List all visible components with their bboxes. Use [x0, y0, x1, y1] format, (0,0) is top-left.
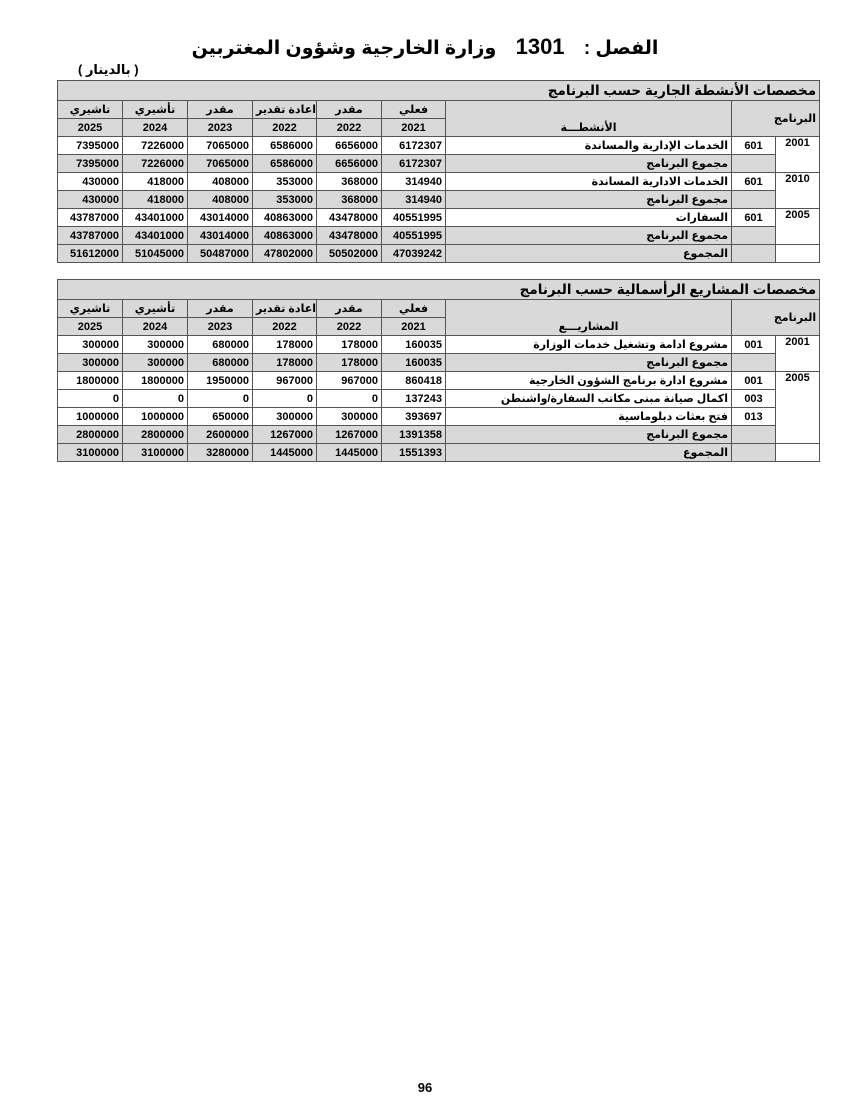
value-cell: 1000000 — [123, 408, 188, 426]
col-header-top: اعادة تقدير — [253, 101, 317, 119]
program-code: 2005 — [776, 372, 820, 444]
value-cell: 1267000 — [317, 426, 382, 444]
value-cell: 0 — [123, 390, 188, 408]
value-cell: 51612000 — [58, 245, 123, 263]
table1-title: مخصصات الأنشطة الجارية حسب البرنامج — [58, 81, 820, 101]
value-cell: 43478000 — [317, 209, 382, 227]
value-cell: 1000000 — [58, 408, 123, 426]
value-cell: 43014000 — [188, 227, 253, 245]
value-cell: 1267000 — [253, 426, 317, 444]
empty-cell — [732, 354, 776, 372]
chapter-number: 1301 — [515, 34, 565, 59]
project-code: 001 — [732, 336, 776, 354]
value-cell: 7395000 — [58, 137, 123, 155]
value-cell: 353000 — [253, 191, 317, 209]
col-header-top: تاشيري — [58, 300, 123, 318]
program-header: البرنامج — [732, 101, 820, 137]
value-cell: 178000 — [317, 336, 382, 354]
value-cell: 50487000 — [188, 245, 253, 263]
value-cell: 43401000 — [123, 209, 188, 227]
value-cell: 43014000 — [188, 209, 253, 227]
value-cell: 3280000 — [188, 444, 253, 462]
project-code: 001 — [732, 372, 776, 390]
empty-cell — [776, 245, 820, 263]
col-header-top: فعلي — [382, 101, 446, 119]
value-cell: 178000 — [317, 354, 382, 372]
table-row-subtotal — [58, 354, 820, 372]
value-cell: 1551393 — [382, 444, 446, 462]
value-cell: 408000 — [188, 173, 253, 191]
empty-cell — [732, 426, 776, 444]
program-code: 2001 — [776, 336, 820, 372]
value-cell: 1391358 — [382, 426, 446, 444]
value-cell: 300000 — [123, 354, 188, 372]
value-cell: 300000 — [58, 354, 123, 372]
value-cell: 0 — [188, 390, 253, 408]
page-number: 96 — [417, 1080, 433, 1095]
value-cell: 2800000 — [123, 426, 188, 444]
value-cell: 6172307 — [382, 137, 446, 155]
value-cell: 418000 — [123, 173, 188, 191]
col-header-top: مقدر — [317, 101, 382, 119]
program-header: البرنامج — [732, 300, 820, 336]
activity-code: 601 — [732, 173, 776, 191]
col-header-top: تأشيري — [123, 300, 188, 318]
value-cell: 3100000 — [123, 444, 188, 462]
value-cell: 430000 — [58, 173, 123, 191]
value-cell: 6172307 — [382, 155, 446, 173]
value-cell: 1800000 — [58, 372, 123, 390]
table-row-total — [58, 245, 820, 263]
table-row-total — [58, 444, 820, 462]
value-cell: 680000 — [188, 354, 253, 372]
col-header-top: اعادة تقدير — [253, 300, 317, 318]
value-cell: 50502000 — [317, 245, 382, 263]
value-cell: 430000 — [58, 191, 123, 209]
value-cell: 160035 — [382, 354, 446, 372]
program-code: 2005 — [776, 209, 820, 245]
value-cell: 47039242 — [382, 245, 446, 263]
value-cell: 650000 — [188, 408, 253, 426]
value-cell: 1445000 — [317, 444, 382, 462]
col-header-year: 2024 — [123, 119, 188, 137]
value-cell: 967000 — [317, 372, 382, 390]
value-cell: 1800000 — [123, 372, 188, 390]
value-cell: 40551995 — [382, 209, 446, 227]
empty-cell — [776, 444, 820, 462]
value-cell: 6586000 — [253, 137, 317, 155]
table-row — [58, 173, 820, 191]
table-row — [58, 408, 820, 426]
activity-code: 601 — [732, 209, 776, 227]
col-header-year: 2021 — [382, 318, 446, 336]
project-name: فتح بعثات دبلوماسية — [446, 408, 732, 426]
col-header-year: 2022 — [253, 318, 317, 336]
value-cell: 353000 — [253, 173, 317, 191]
subtotal-label: مجموع البرنامج — [446, 155, 732, 173]
value-cell: 178000 — [253, 354, 317, 372]
projects-header: المشاريـــع — [446, 300, 732, 336]
value-cell: 0 — [253, 390, 317, 408]
current-activities-table — [57, 80, 820, 263]
value-cell: 6656000 — [317, 137, 382, 155]
col-header-top: مقدر — [317, 300, 382, 318]
col-header-year: 2022 — [317, 318, 382, 336]
value-cell: 300000 — [317, 408, 382, 426]
value-cell: 393697 — [382, 408, 446, 426]
program-code: 2001 — [776, 137, 820, 173]
table-row-subtotal — [58, 227, 820, 245]
subtotal-label: مجموع البرنامج — [446, 426, 732, 444]
value-cell: 7395000 — [58, 155, 123, 173]
project-name: اكمال صيانة مبنى مكاتب السفارة/واشنطن — [446, 390, 732, 408]
subtotal-label: مجموع البرنامج — [446, 227, 732, 245]
table-row-subtotal — [58, 426, 820, 444]
table-row-subtotal — [58, 155, 820, 173]
col-header-year: 2021 — [382, 119, 446, 137]
col-header-year: 2022 — [317, 119, 382, 137]
value-cell: 40551995 — [382, 227, 446, 245]
currency-unit: ( بالدينار ) — [78, 62, 139, 77]
project-code: 013 — [732, 408, 776, 426]
value-cell: 314940 — [382, 191, 446, 209]
value-cell: 368000 — [317, 173, 382, 191]
empty-cell — [732, 444, 776, 462]
value-cell: 408000 — [188, 191, 253, 209]
total-label: المجموع — [446, 444, 732, 462]
value-cell: 3100000 — [58, 444, 123, 462]
value-cell: 43787000 — [58, 227, 123, 245]
value-cell: 7065000 — [188, 155, 253, 173]
value-cell: 0 — [58, 390, 123, 408]
value-cell: 860418 — [382, 372, 446, 390]
table2-title: مخصصات المشاريع الرأسمالية حسب البرنامج — [58, 280, 820, 300]
value-cell: 160035 — [382, 336, 446, 354]
table-row — [58, 209, 820, 227]
col-header-year: 2023 — [188, 318, 253, 336]
value-cell: 40863000 — [253, 209, 317, 227]
value-cell: 368000 — [317, 191, 382, 209]
col-header-year: 2025 — [58, 119, 123, 137]
activity-name: السفارات — [446, 209, 732, 227]
value-cell: 43401000 — [123, 227, 188, 245]
activities-header: الأنشطـــة — [446, 101, 732, 137]
value-cell: 680000 — [188, 336, 253, 354]
chapter-label: الفصل : — [583, 38, 659, 59]
project-name: مشروع ادارة برنامج الشؤون الخارجية — [446, 372, 732, 390]
value-cell: 314940 — [382, 173, 446, 191]
value-cell: 1445000 — [253, 444, 317, 462]
value-cell: 6656000 — [317, 155, 382, 173]
value-cell: 7226000 — [123, 137, 188, 155]
table-row-subtotal — [58, 191, 820, 209]
col-header-top: فعلي — [382, 300, 446, 318]
value-cell: 137243 — [382, 390, 446, 408]
subtotal-label: مجموع البرنامج — [446, 354, 732, 372]
col-header-year: 2023 — [188, 119, 253, 137]
table-row — [58, 372, 820, 390]
empty-cell — [732, 245, 776, 263]
empty-cell — [732, 227, 776, 245]
value-cell: 47802000 — [253, 245, 317, 263]
col-header-year: 2025 — [58, 318, 123, 336]
capital-projects-table — [57, 279, 820, 462]
table-row — [58, 390, 820, 408]
value-cell: 1950000 — [188, 372, 253, 390]
value-cell: 300000 — [253, 408, 317, 426]
activity-code: 601 — [732, 137, 776, 155]
value-cell: 51045000 — [123, 245, 188, 263]
activity-name: الخدمات الادارية المساندة — [446, 173, 732, 191]
value-cell: 178000 — [253, 336, 317, 354]
value-cell: 2800000 — [58, 426, 123, 444]
activity-name: الخدمات الإدارية والمساندة — [446, 137, 732, 155]
col-header-year: 2024 — [123, 318, 188, 336]
value-cell: 2600000 — [188, 426, 253, 444]
subtotal-label: مجموع البرنامج — [446, 191, 732, 209]
total-label: المجموع — [446, 245, 732, 263]
value-cell: 418000 — [123, 191, 188, 209]
value-cell: 967000 — [253, 372, 317, 390]
value-cell: 43787000 — [58, 209, 123, 227]
project-code: 003 — [732, 390, 776, 408]
value-cell: 7065000 — [188, 137, 253, 155]
ministry-name: وزارة الخارجية وشؤون المغتربين — [191, 38, 497, 59]
col-header-top: تأشيري — [123, 101, 188, 119]
project-name: مشروع ادامة وتشغيل خدمات الوزارة — [446, 336, 732, 354]
page-title — [0, 34, 850, 60]
value-cell: 7226000 — [123, 155, 188, 173]
value-cell: 300000 — [123, 336, 188, 354]
empty-cell — [732, 155, 776, 173]
table-row — [58, 336, 820, 354]
col-header-top: مقدر — [188, 101, 253, 119]
program-code: 2010 — [776, 173, 820, 209]
empty-cell — [732, 191, 776, 209]
col-header-top: تاشيري — [58, 101, 123, 119]
col-header-year: 2022 — [253, 119, 317, 137]
value-cell: 300000 — [58, 336, 123, 354]
value-cell: 43478000 — [317, 227, 382, 245]
value-cell: 40863000 — [253, 227, 317, 245]
col-header-top: مقدر — [188, 300, 253, 318]
value-cell: 0 — [317, 390, 382, 408]
table-row — [58, 137, 820, 155]
value-cell: 6586000 — [253, 155, 317, 173]
